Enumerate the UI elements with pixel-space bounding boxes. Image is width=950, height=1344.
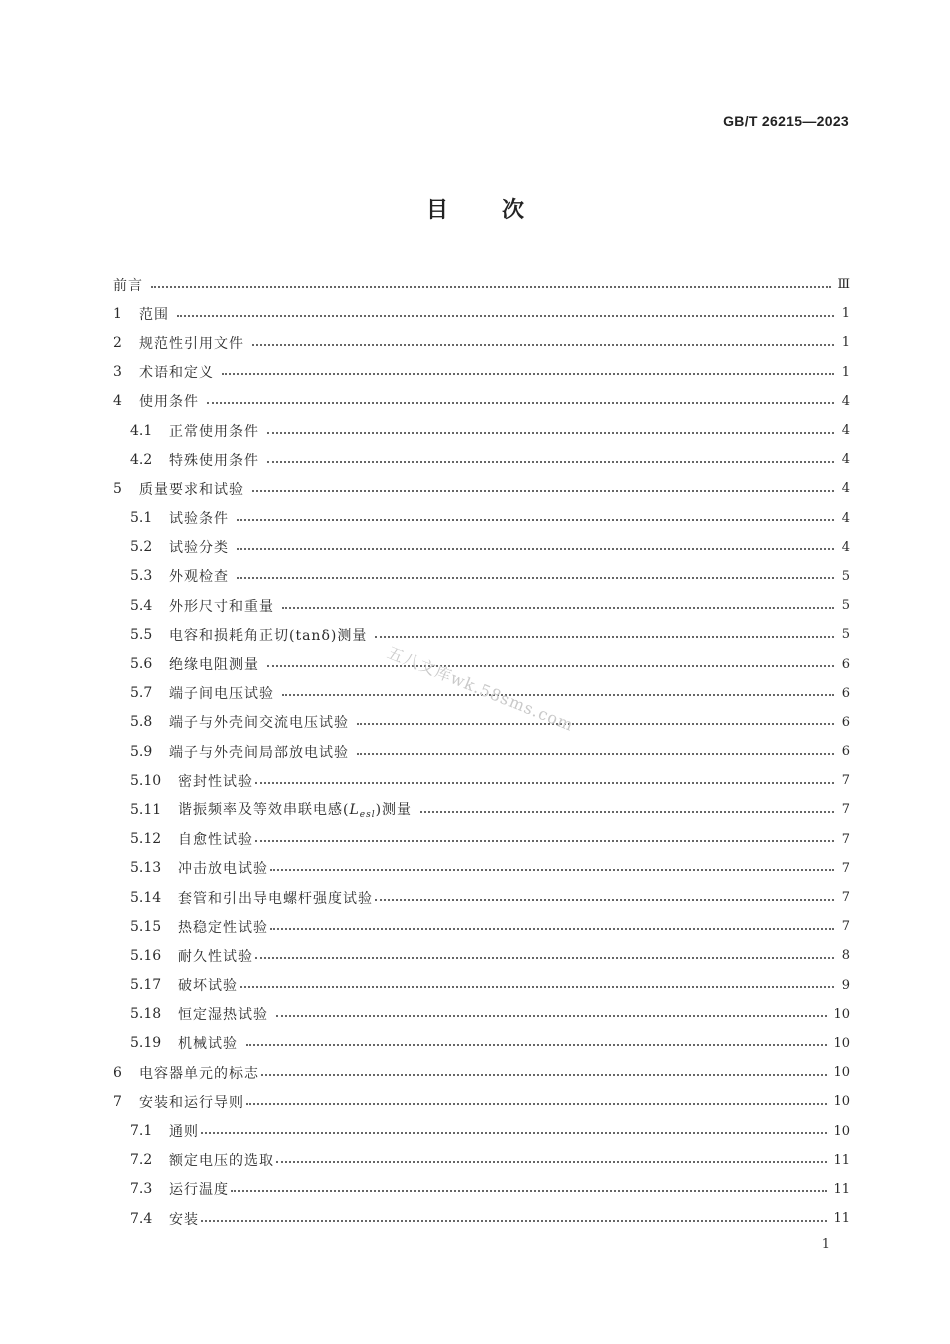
toc-page: 7 [841, 860, 850, 876]
toc-number: 7.2 [130, 1152, 153, 1169]
toc-page: 1 [841, 364, 850, 380]
toc-page: 8 [841, 948, 850, 964]
toc-entry[interactable] [113, 474, 850, 503]
toc-entry[interactable] [113, 941, 850, 970]
toc-number: 4.2 [130, 451, 153, 468]
toc-number: 5.10 [130, 772, 162, 789]
leader-dots [255, 840, 834, 842]
toc-number: 1 [113, 305, 122, 322]
leader-dots [255, 957, 834, 959]
toc-number: 5.7 [130, 685, 153, 702]
leader-dots [357, 753, 834, 755]
toc-label: 安装和运行导则 [139, 1094, 244, 1111]
toc-entry[interactable] [113, 1146, 850, 1175]
toc-number: 5.6 [130, 656, 153, 673]
toc-entry[interactable] [113, 1204, 850, 1233]
toc-number: 7 [113, 1093, 122, 1110]
leader-dots [357, 723, 834, 725]
leader-dots [201, 1132, 827, 1134]
toc-label-prefix: 谐振频率及等效串联电感( [178, 802, 350, 819]
toc-number: 5.8 [130, 714, 153, 731]
toc-page: 11 [833, 1211, 850, 1227]
toc-label: 范围 [139, 306, 169, 323]
toc-entry[interactable] [113, 1087, 850, 1116]
toc-number: 5.15 [130, 918, 162, 935]
toc-page: 6 [841, 685, 850, 701]
toc-number: 7.1 [130, 1123, 153, 1140]
leader-dots [177, 315, 834, 317]
toc-number: 5.2 [130, 539, 153, 556]
toc-entry[interactable] [113, 591, 850, 620]
leader-dots [207, 402, 834, 404]
toc-entry[interactable] [113, 358, 850, 387]
leader-dots [222, 373, 834, 375]
toc-page: 4 [841, 393, 850, 409]
toc-entry[interactable] [113, 328, 850, 357]
toc-entry[interactable] [113, 299, 850, 328]
leader-dots [420, 811, 834, 813]
toc-label: 自愈性试验 [178, 832, 253, 849]
toc-page: 4 [841, 423, 850, 439]
toc-number: 5.18 [130, 1006, 162, 1023]
toc-page: 4 [841, 481, 850, 497]
toc-entry[interactable] [113, 1175, 850, 1204]
toc-label: 外形尺寸和重量 [169, 598, 274, 615]
toc-label: 端子间电压试验 [169, 686, 274, 703]
toc-number: 5.16 [130, 947, 162, 964]
leader-dots [246, 1103, 827, 1105]
toc-page: 10 [833, 1065, 850, 1081]
toc-entry[interactable] [113, 504, 850, 533]
toc-number: 5.13 [130, 860, 162, 877]
toc-entry[interactable] [113, 1000, 850, 1029]
toc-number: 2 [113, 334, 122, 351]
toc-entry-foreword[interactable] [113, 270, 850, 299]
toc-label: 电容和损耗角正切(tanδ)测量 [169, 627, 368, 644]
toc-page: 5 [841, 627, 850, 643]
toc-entry[interactable] [113, 708, 850, 737]
toc-number: 5.17 [130, 977, 162, 994]
toc-page: 10 [833, 1094, 850, 1110]
toc-entry[interactable] [113, 620, 850, 649]
toc-label: 热稳定性试验 [178, 919, 268, 936]
toc-page: 9 [841, 977, 850, 993]
toc-page: 7 [841, 802, 850, 818]
toc-number: 7.3 [130, 1181, 153, 1198]
leader-dots [231, 1190, 827, 1192]
toc-page: 10 [833, 1006, 850, 1022]
title-char-2: 次 [502, 198, 525, 223]
toc-label: 电容器单元的标志 [139, 1065, 259, 1082]
standard-code: GB/T 26215—2023 [723, 113, 849, 129]
toc-number: 5.4 [130, 597, 153, 614]
toc-entry[interactable] [113, 649, 850, 678]
leader-dots [276, 1015, 827, 1017]
toc-page: 4 [841, 510, 850, 526]
toc-entry[interactable] [113, 854, 850, 883]
leader-dots [375, 899, 834, 901]
toc-label: 特殊使用条件 [169, 452, 259, 469]
toc-label [178, 799, 412, 820]
toc-number: 4 [113, 393, 122, 410]
toc-number: 5.3 [130, 568, 153, 585]
toc-page: 7 [841, 919, 850, 935]
inductance-symbol: L [349, 802, 360, 819]
toc-page: 5 [841, 568, 850, 584]
title-char-1: 目 [425, 198, 448, 223]
toc-entry[interactable] [113, 737, 850, 766]
toc-page: 5 [841, 598, 850, 614]
leader-dots [255, 782, 834, 784]
toc-number: 5.12 [130, 831, 162, 848]
toc-label: 正常使用条件 [169, 423, 259, 440]
toc-number: 5 [113, 480, 122, 497]
toc-page: 6 [841, 744, 850, 760]
toc-label: 密封性试验 [178, 773, 253, 790]
toc-number: 5.1 [130, 510, 153, 527]
toc-label: 质量要求和试验 [139, 481, 244, 498]
toc-entry[interactable] [113, 1058, 850, 1087]
toc-number: 5.14 [130, 889, 162, 906]
toc-label: 套管和引出导电螺杆强度试验 [178, 890, 373, 907]
toc-label: 破坏试验 [178, 978, 238, 995]
inductance-subscript: esl [359, 810, 376, 821]
toc-page: 6 [841, 714, 850, 730]
leader-dots [267, 461, 834, 463]
toc-page: 10 [833, 1035, 850, 1051]
toc-label: 前言 [113, 277, 143, 294]
toc-label: 试验条件 [169, 511, 229, 528]
leader-dots [267, 665, 834, 667]
toc-label: 绝缘电阻测量 [169, 657, 259, 674]
leader-dots [270, 928, 834, 930]
leader-dots [237, 577, 834, 579]
leader-dots [201, 1220, 827, 1222]
toc-label: 运行温度 [169, 1182, 229, 1199]
leader-dots [270, 869, 834, 871]
toc-entry[interactable] [113, 562, 850, 591]
toc-label: 规范性引用文件 [139, 335, 244, 352]
toc-entry[interactable] [113, 766, 850, 795]
toc-entry[interactable] [113, 533, 850, 562]
leader-dots [252, 490, 834, 492]
toc-page: 6 [841, 656, 850, 672]
leader-dots [282, 694, 834, 696]
leader-dots [237, 519, 834, 521]
toc-label: 机械试验 [178, 1036, 238, 1053]
toc-label: 外观检查 [169, 569, 229, 586]
toc-entry[interactable] [113, 883, 850, 912]
toc-label-suffix: )测量 [375, 802, 413, 819]
toc-page: 11 [833, 1181, 850, 1197]
toc-number: 5.5 [130, 626, 153, 643]
toc-number: 4.1 [130, 422, 153, 439]
leader-dots [237, 548, 834, 550]
footer-page-number: 1 [821, 1237, 830, 1252]
leader-dots [246, 1044, 827, 1046]
leader-dots [261, 1074, 827, 1076]
toc-number: 5.9 [130, 743, 153, 760]
leader-dots [282, 607, 834, 609]
toc-entry[interactable] [113, 416, 850, 445]
toc-page: 1 [841, 335, 850, 351]
leader-dots [267, 432, 834, 434]
watermark: 五八文库wk.58sms.com [384, 642, 577, 736]
toc-label: 端子与外壳间局部放电试验 [169, 744, 349, 761]
table-of-contents [113, 270, 850, 1233]
toc-page: 1 [841, 306, 850, 322]
toc-label: 使用条件 [139, 394, 199, 411]
toc-entry[interactable] [113, 1116, 850, 1145]
page-title [0, 193, 950, 224]
toc-page: 7 [841, 773, 850, 789]
toc-entry[interactable] [113, 387, 850, 416]
leader-dots [375, 636, 834, 638]
toc-entry[interactable] [113, 445, 850, 474]
leader-dots [276, 1161, 827, 1163]
toc-page: 7 [841, 890, 850, 906]
toc-label: 安装 [169, 1211, 199, 1228]
toc-number: 6 [113, 1064, 122, 1081]
toc-page: 4 [841, 539, 850, 555]
toc-number: 5.11 [130, 801, 162, 818]
toc-label: 冲击放电试验 [178, 861, 268, 878]
toc-label: 试验分类 [169, 540, 229, 557]
toc-page: 11 [833, 1152, 850, 1168]
toc-label: 额定电压的选取 [169, 1153, 274, 1170]
toc-page: Ⅲ [837, 277, 850, 293]
toc-page: 10 [833, 1123, 850, 1139]
toc-entry[interactable] [113, 825, 850, 854]
toc-label: 通则 [169, 1124, 199, 1141]
leader-dots [151, 286, 831, 288]
toc-number: 7.4 [130, 1210, 153, 1227]
toc-entry[interactable] [113, 795, 850, 824]
leader-dots [240, 986, 834, 988]
toc-page: 7 [841, 831, 850, 847]
toc-label: 端子与外壳间交流电压试验 [169, 715, 349, 732]
toc-entry[interactable] [113, 971, 850, 1000]
leader-dots [252, 344, 834, 346]
toc-label: 术语和定义 [139, 365, 214, 382]
toc-number: 3 [113, 364, 122, 381]
toc-label: 耐久性试验 [178, 948, 253, 965]
toc-label: 恒定湿热试验 [178, 1007, 268, 1024]
toc-page: 4 [841, 452, 850, 468]
toc-entry[interactable] [113, 912, 850, 941]
toc-number: 5.19 [130, 1035, 162, 1052]
toc-entry[interactable] [113, 1029, 850, 1058]
